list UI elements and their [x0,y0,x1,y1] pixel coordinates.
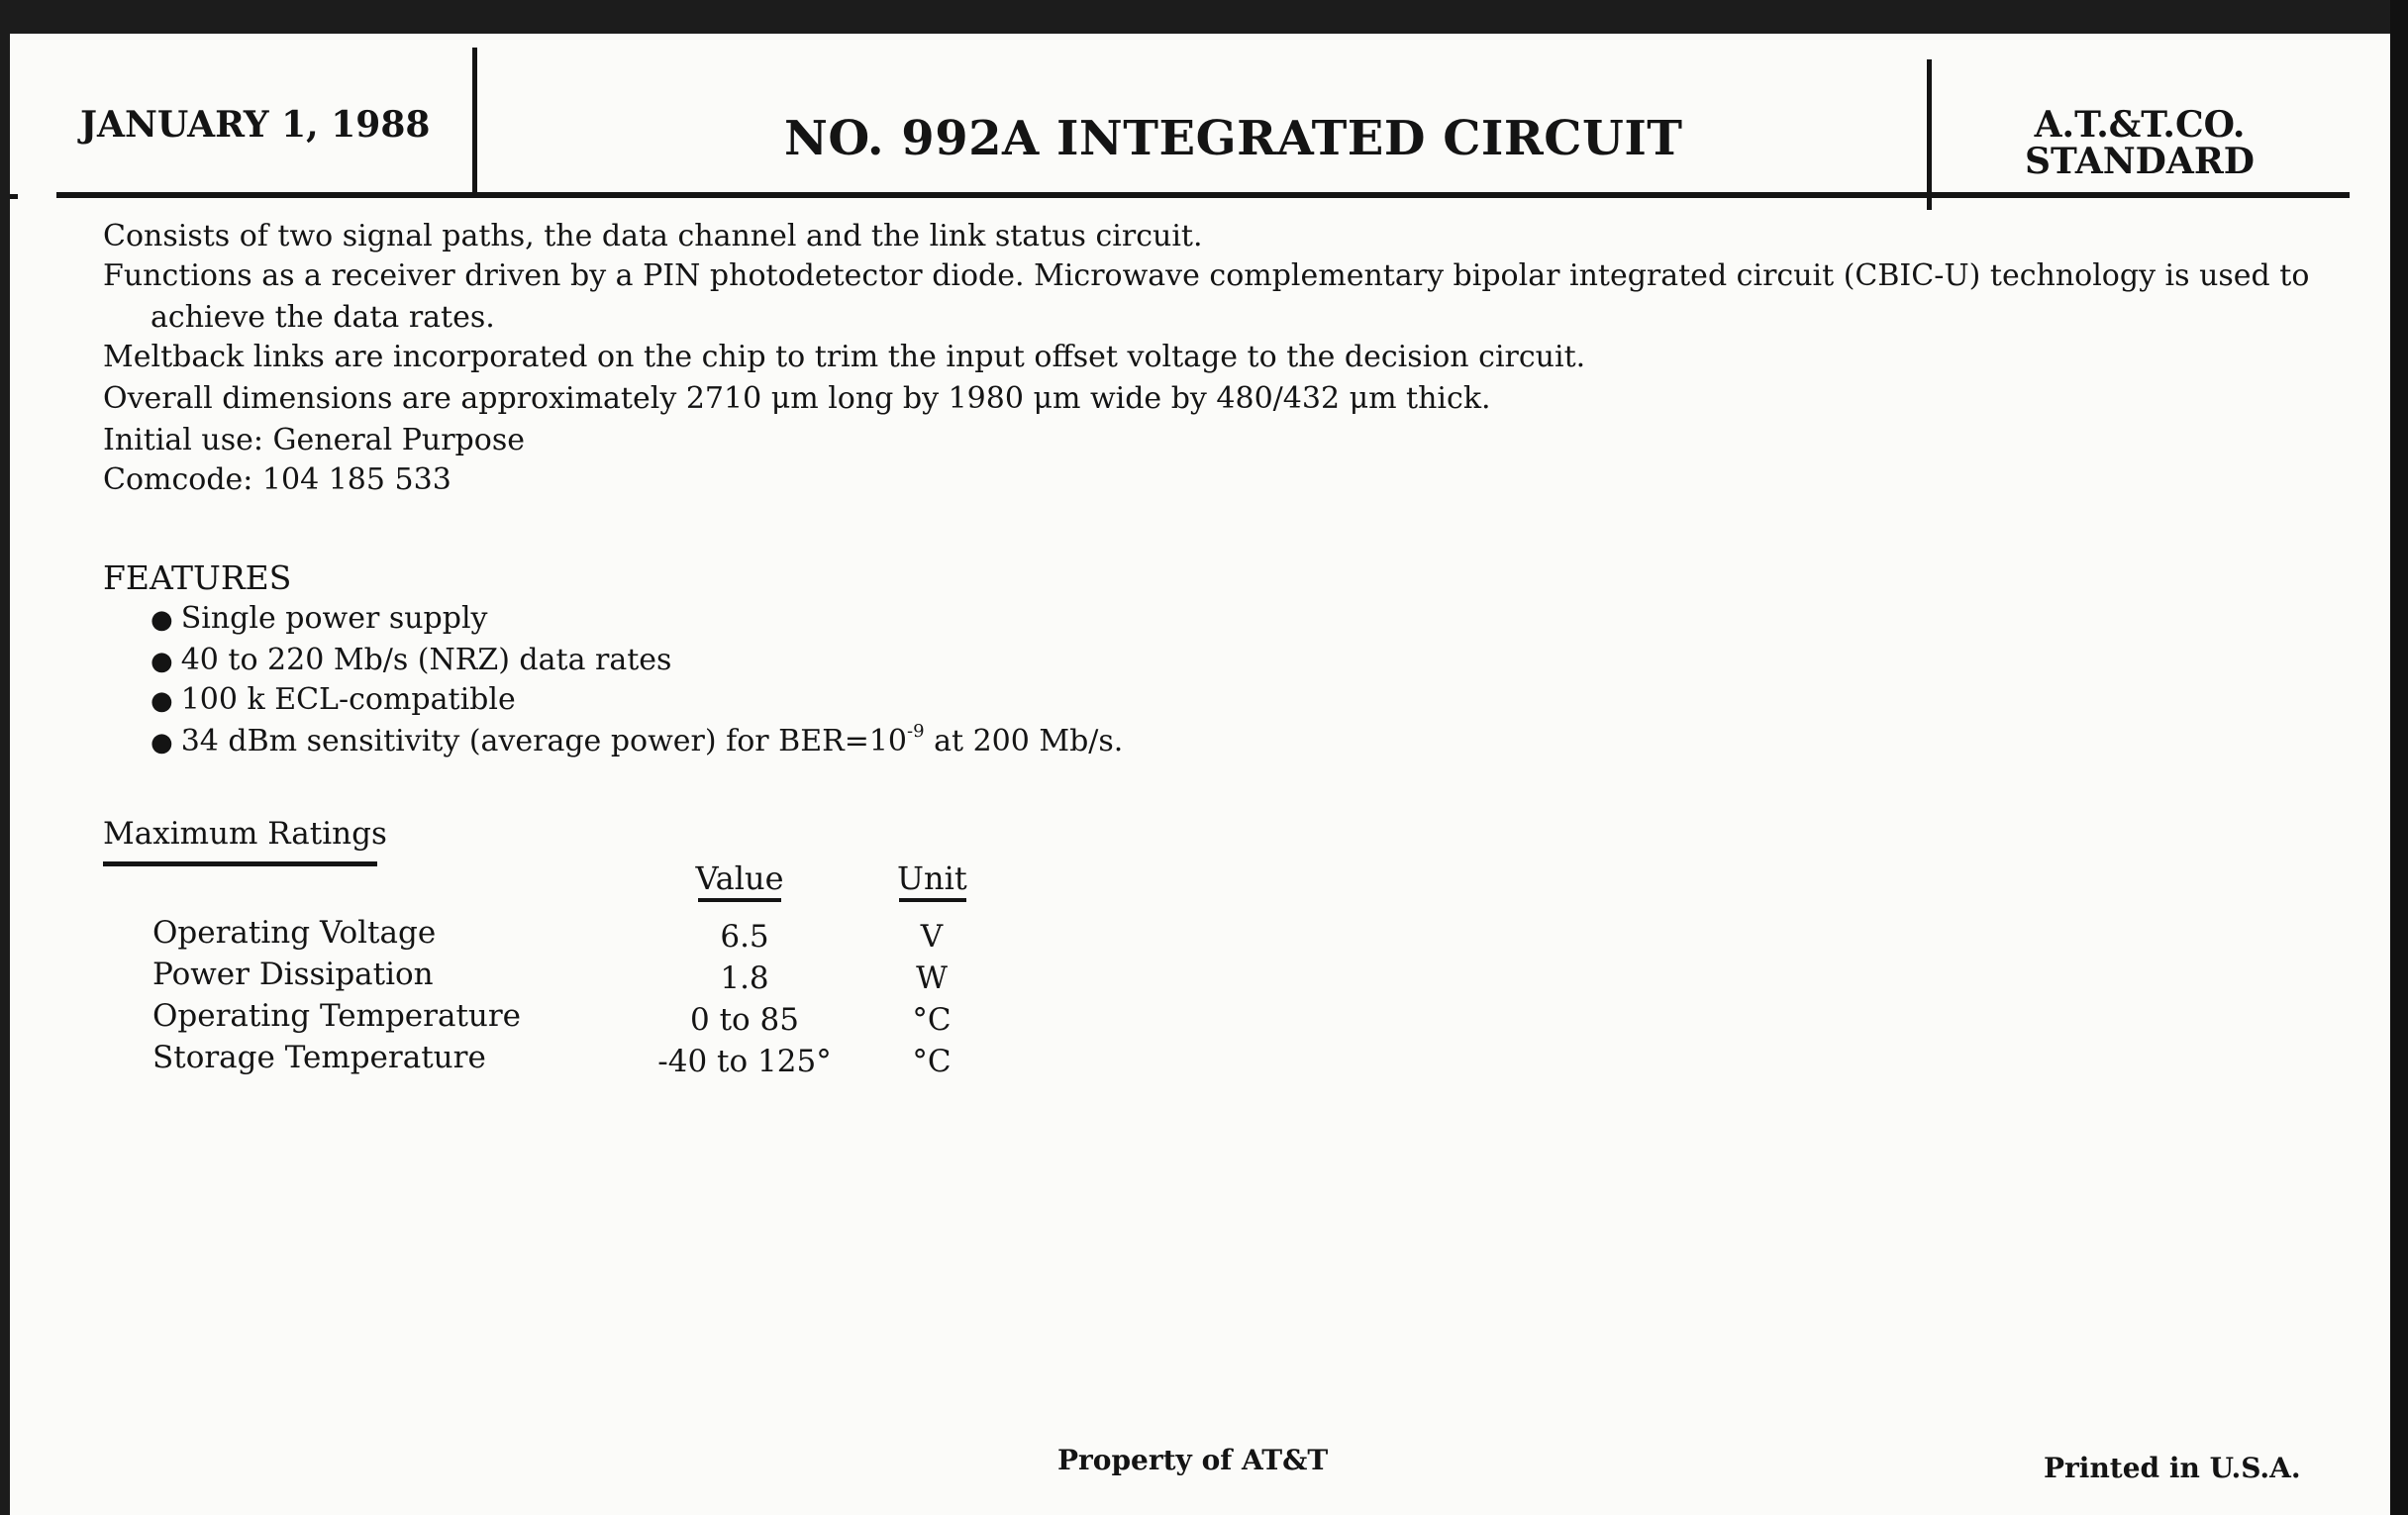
rating-name: Storage Temperature [152,1040,486,1075]
standard-line-2: STANDARD [2025,141,2255,182]
bullet-icon: ● [150,647,173,676]
feature-text: Single power supply [180,601,488,636]
rating-value: 6.5 [720,919,769,955]
rating-name: Operating Temperature [152,998,522,1034]
description-line: Meltback links are incorporated on the chip to trim the input offset voltage to the decision circuit. [103,340,1586,374]
bullet-icon: ● [150,605,173,635]
footer-printed: Printed in U.S.A. [2044,1452,2301,1484]
margin-tick [10,194,18,199]
feature-text: 40 to 220 Mb/s (NRZ) data rates [180,643,672,677]
feature-item [150,682,516,717]
rating-name: Power Dissipation [152,957,434,992]
document-title: NO. 992A INTEGRATED CIRCUIT [784,111,1683,166]
features-heading: FEATURES [103,558,292,597]
feature-exponent: -9 [907,721,925,742]
description-line: Comcode: 104 185 533 [103,462,452,497]
column-header-value: Value [695,859,784,897]
unit-header-underline [899,898,966,902]
rating-name: Operating Voltage [152,915,437,951]
header-rule [56,192,2350,198]
description-line: Overall dimensions are approximately 2710 μm long by 1980 μm wide by 480/432 μm thick. [103,381,1491,416]
footer-property: Property of AT&T [1057,1444,1329,1476]
rating-unit: V [920,919,944,955]
description-line: achieve the data rates. [150,300,495,335]
document-date: JANUARY 1, 1988 [80,104,431,146]
document-sheet [10,34,2390,1515]
header-divider-left [472,48,477,196]
rating-value: -40 to 125° [657,1044,832,1079]
standard-label [2018,104,2261,182]
rating-unit: °C [912,1002,952,1038]
description-line: Consists of two signal paths, the data channel and the link status circuit. [103,219,1203,253]
scan-edge [2390,0,2408,1515]
feature-item [150,601,488,636]
feature-item [150,721,1124,758]
column-header-unit: Unit [897,859,967,897]
ratings-heading-underline [103,861,377,866]
rating-unit: W [916,960,948,996]
standard-line-1: A.T.&T.CO. [2034,104,2246,146]
feature-text: 34 dBm sensitivity (average power) for BER=10 [180,724,908,758]
bullet-icon: ● [150,686,173,716]
rating-value: 0 to 85 [690,1002,799,1038]
feature-text: 100 k ECL-compatible [180,682,516,717]
rating-value: 1.8 [720,960,769,996]
value-header-underline [698,898,781,902]
header-divider-right [1927,59,1932,210]
ratings-heading: Maximum Ratings [103,816,387,852]
description-line: Functions as a receiver driven by a PIN photodetector diode. Microwave complementary bipolar integrated circuit (CBIC-U) technology is used to [103,258,2310,293]
feature-text-tail: at 200 Mb/s. [924,724,1124,758]
feature-item [150,643,671,677]
description-line: Initial use: General Purpose [103,423,525,457]
bullet-icon: ● [150,728,173,758]
rating-unit: °C [912,1044,952,1079]
